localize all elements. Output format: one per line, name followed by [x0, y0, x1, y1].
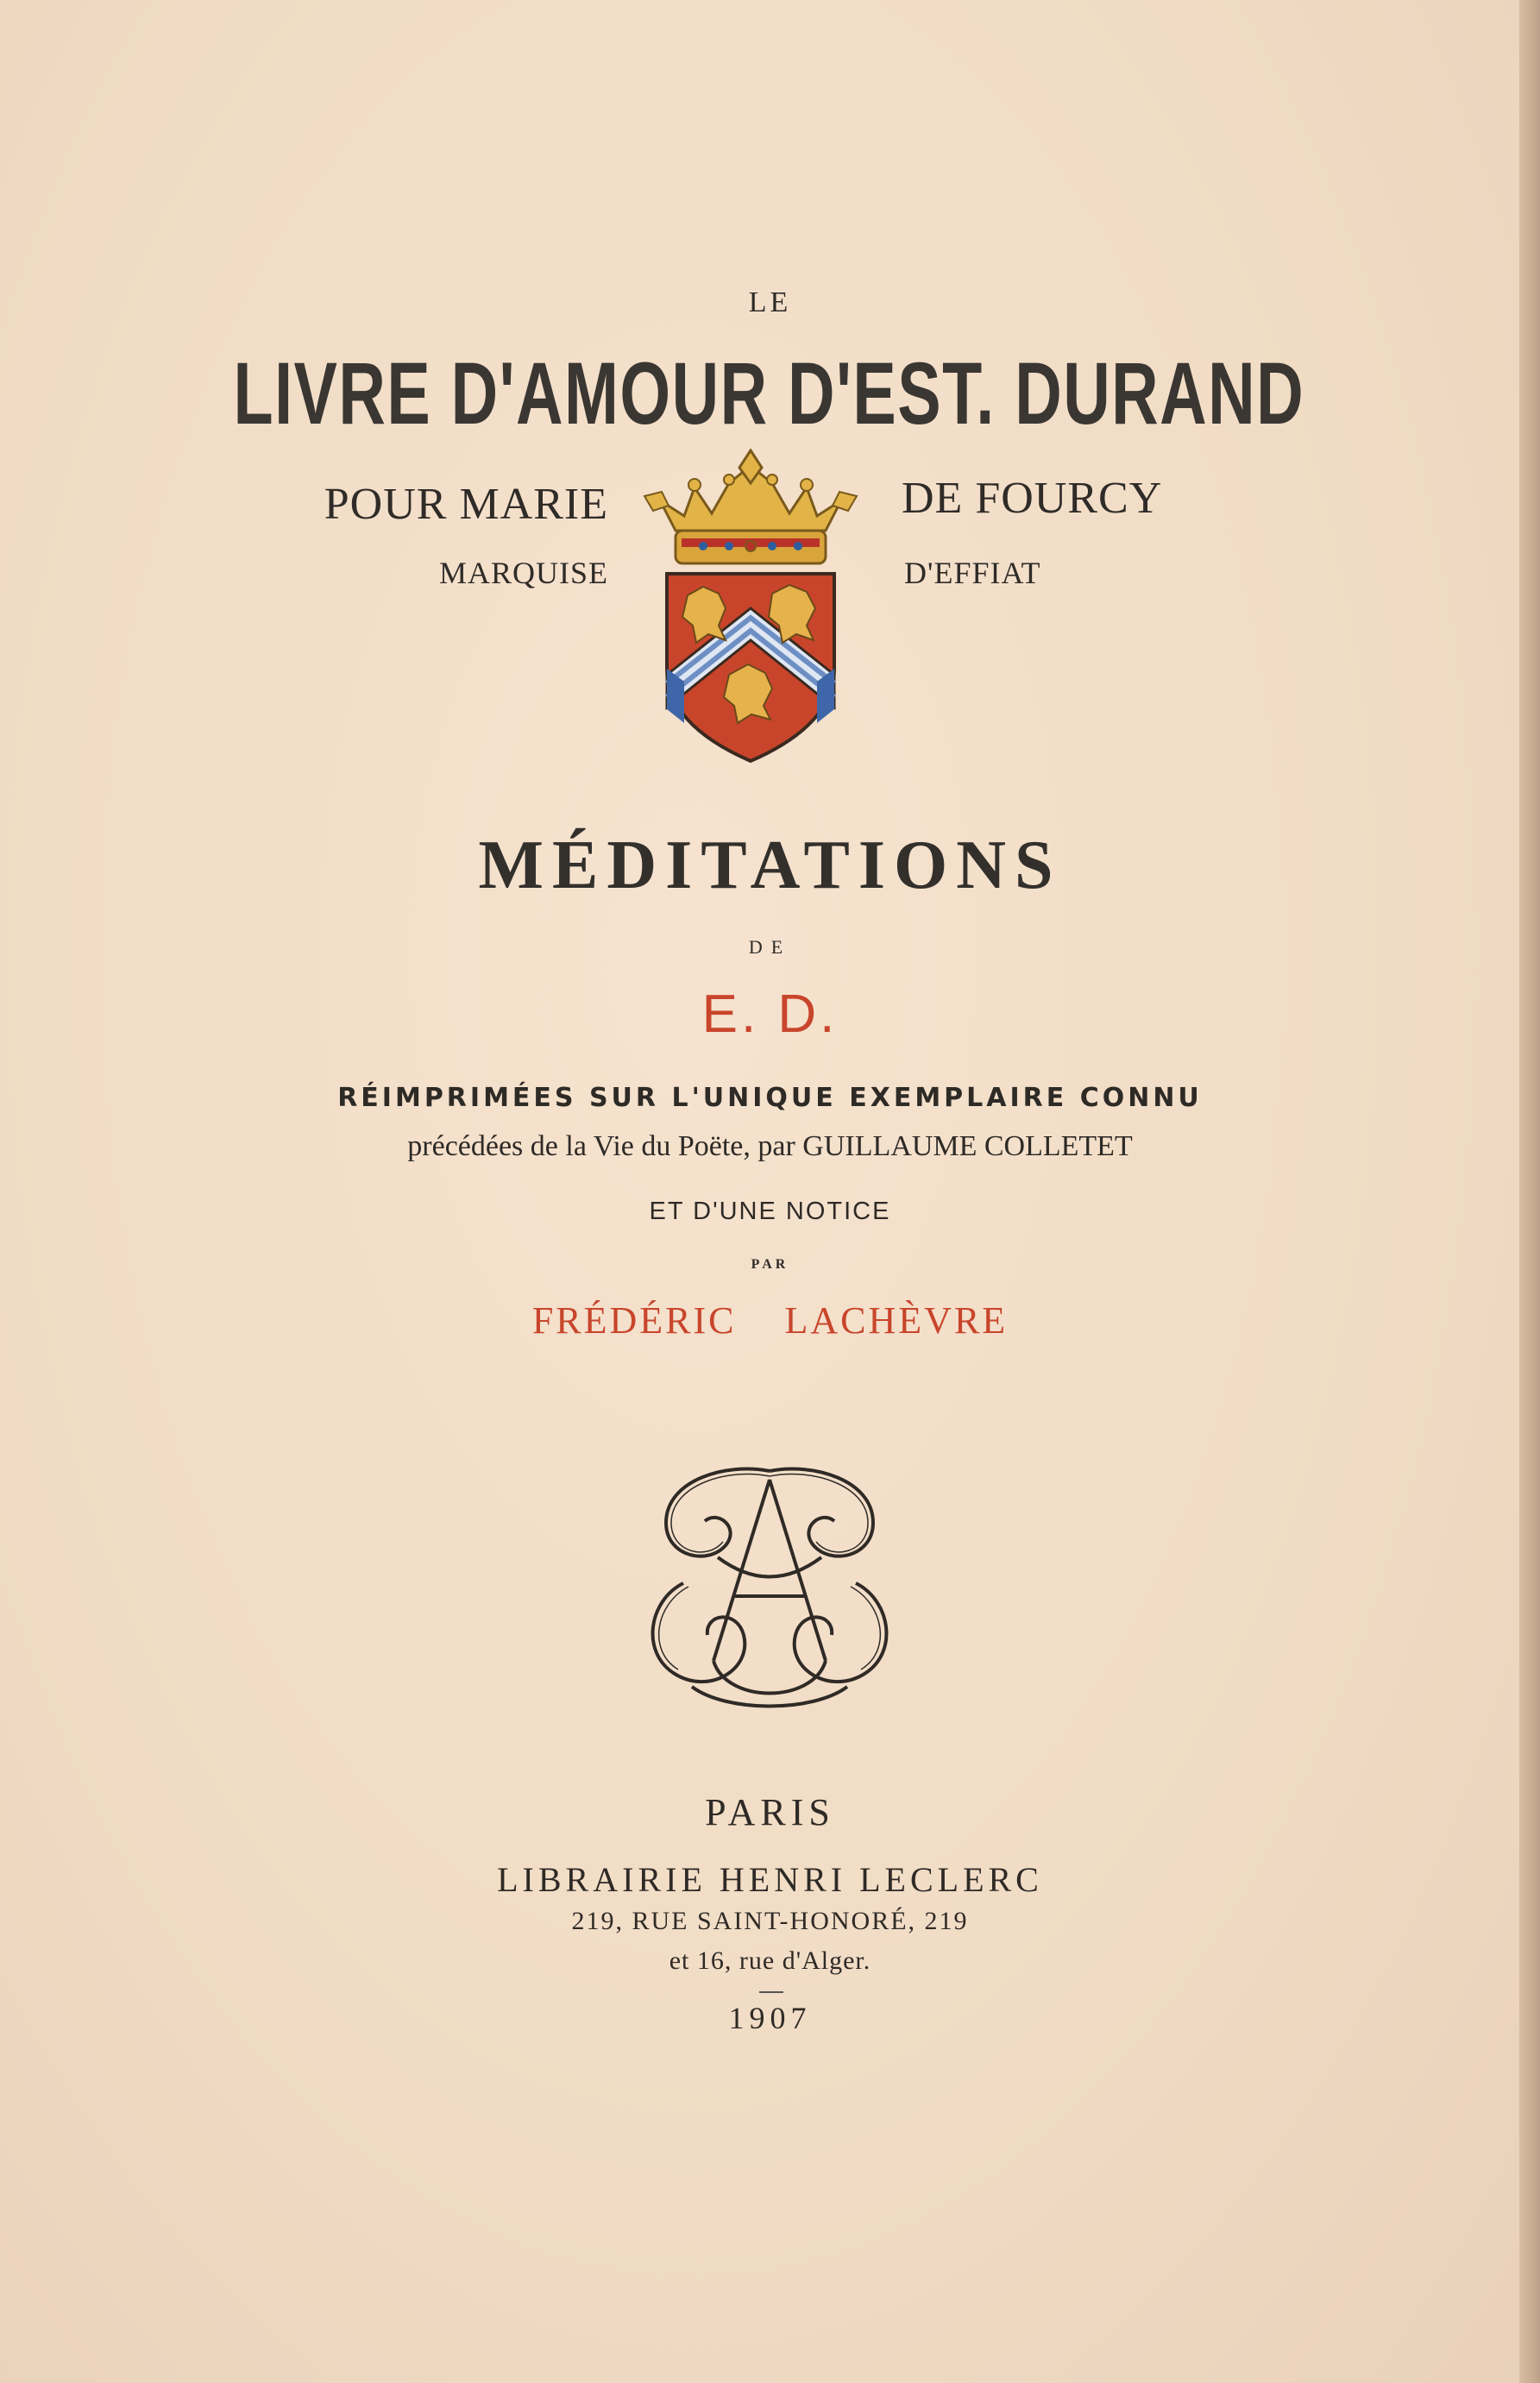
editor-name [0, 1298, 1540, 1342]
coat-of-arms-icon [643, 449, 858, 764]
imprint-address-2: et 16, rue d'Alger. [669, 1946, 871, 1975]
work-title: MÉDITATIONS [478, 827, 1062, 903]
crown-icon [644, 450, 857, 563]
dedication-pour-marie: POUR MARIE [324, 480, 608, 529]
book-title: LIVRE D'AMOUR D'EST. DURAND [233, 344, 1305, 443]
par-label: PAR [751, 1257, 789, 1272]
imprint-address: 219, RUE SAINT-HONORÉ, 219 [571, 1907, 969, 1935]
dedication-effiat: D'EFFIAT [904, 556, 1041, 590]
notice-note: ET D'UNE NOTICE [649, 1198, 891, 1225]
preceded-note: précédées de la Vie du Poëte, par GUILLAUME COLLETET [407, 1130, 1133, 1162]
imprint-city: PARIS [705, 1791, 835, 1833]
reprint-note: RÉIMPRIMÉES SUR L'UNIQUE EXEMPLAIRE CONNU [337, 1083, 1203, 1113]
dedication-marquise: MARQUISE [438, 556, 608, 590]
editor-first-name: FRÉDÉRIC [531, 1299, 737, 1342]
monogram-icon [632, 1454, 908, 1717]
title-article: LE [748, 286, 792, 318]
imprint-publisher: LIBRAIRIE HENRI LECLERC [497, 1860, 1043, 1899]
dedication-de-fourcy: DE FOURCY [902, 474, 1163, 523]
imprint-year: 1907 [728, 2001, 812, 2035]
imprint-rule [759, 1991, 783, 1993]
shield-icon [667, 574, 834, 761]
de-label: DE [748, 936, 792, 958]
author-initials: E. D. [701, 984, 839, 1044]
editor-last-name: LACHÈVRE [784, 1299, 1009, 1342]
